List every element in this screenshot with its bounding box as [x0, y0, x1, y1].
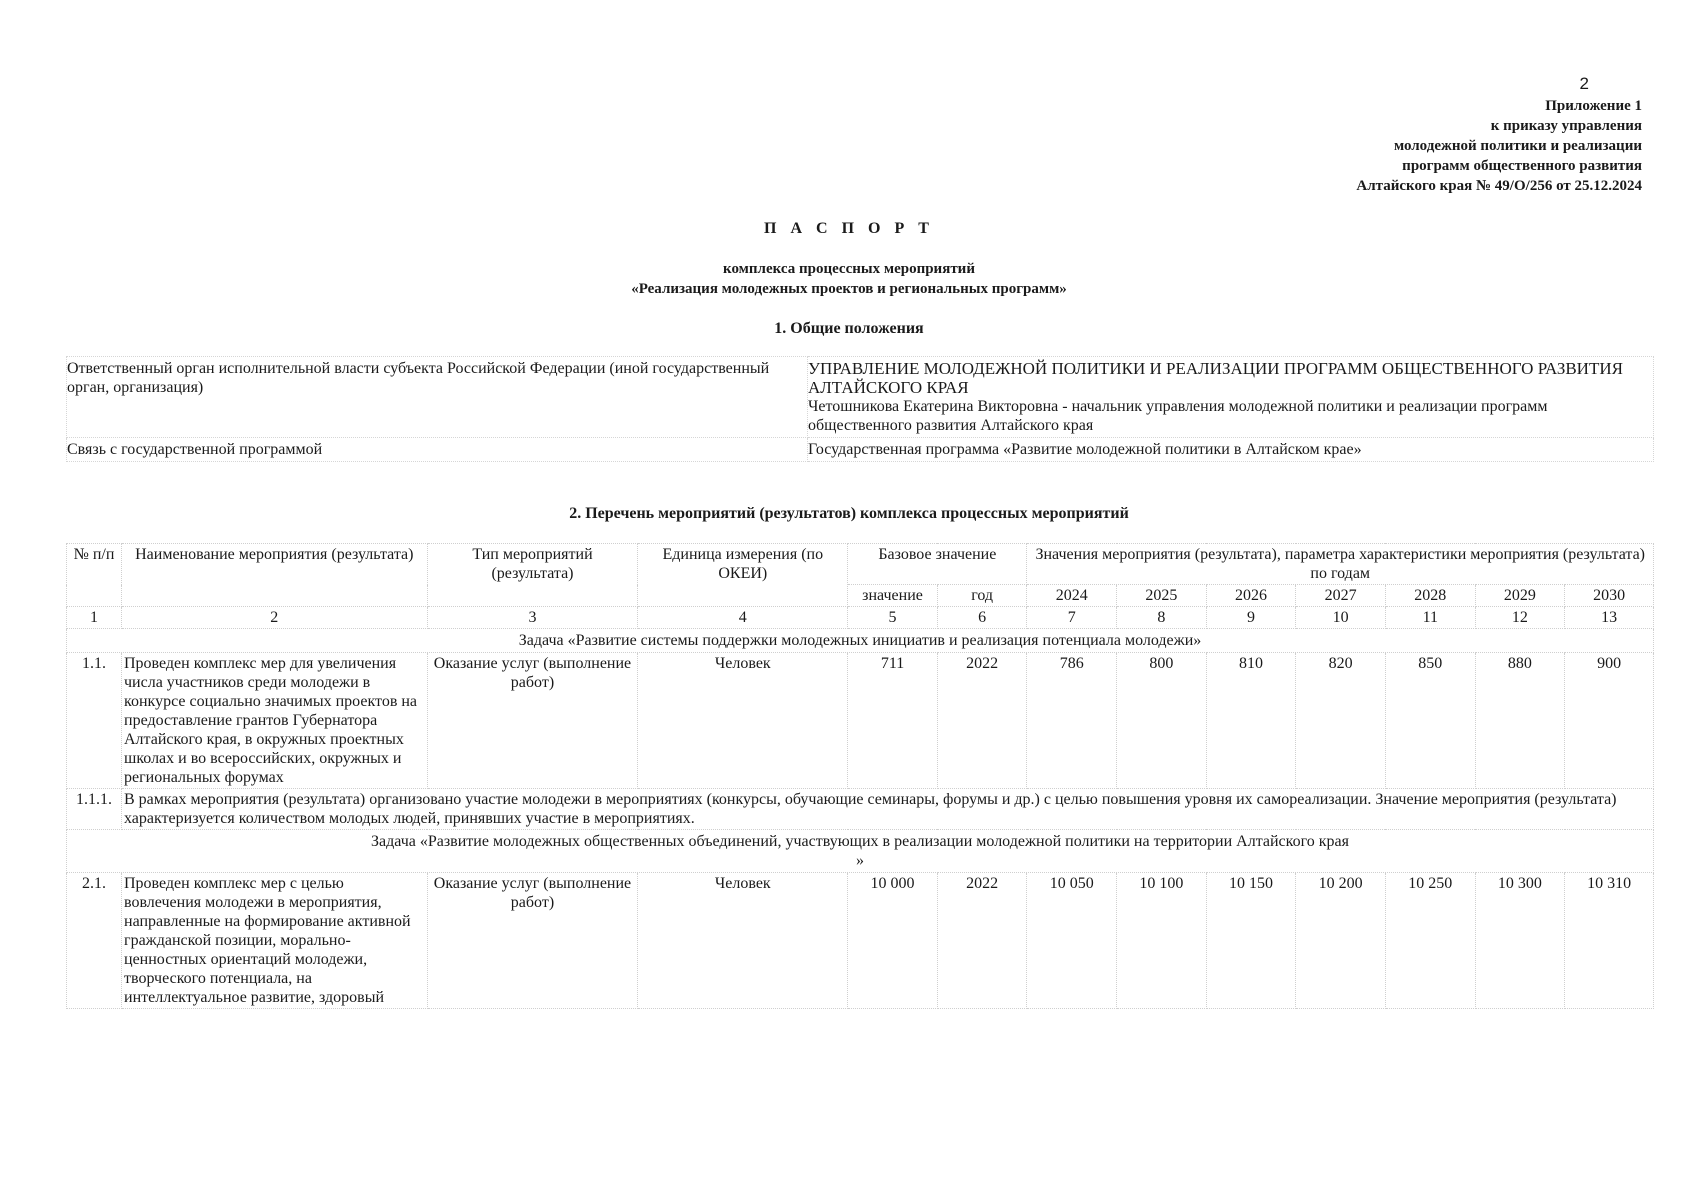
header-year: 2026	[1206, 585, 1296, 607]
responsible-person: Четошникова Екатерина Викторовна - начальник управления молодежной политики и реализации программ общественного развития Алтайского края	[808, 398, 1548, 434]
row-unit: Человек	[638, 873, 848, 1009]
responsible-body-label: Ответственный орган исполнительной власти субъекта Российской Федерации (иной государственный орган, организация)	[67, 357, 808, 438]
row-value: 10 150	[1206, 873, 1296, 1009]
row-value: 810	[1206, 653, 1296, 789]
table-row	[67, 789, 1654, 830]
row-value: 880	[1475, 653, 1565, 789]
col-number: 4	[638, 607, 848, 629]
document-title: П А С П О Р Т	[764, 220, 934, 237]
responsible-body-value	[808, 357, 1654, 438]
row-base-year: 2022	[937, 653, 1027, 789]
row-base-value: 711	[848, 653, 938, 789]
row-name: Проведен комплекс мер для увеличения числа участников среди молодежи в конкурсе социально значимых проектов на предоставление грантов Губернатора Алтайского края, в окружных проектных школах и во всероссийских, окружных и региональных форумах	[122, 653, 428, 789]
col-number: 5	[848, 607, 938, 629]
row-value: 820	[1296, 653, 1386, 789]
table-header-row	[67, 544, 1654, 585]
section-2-heading: 2. Перечень мероприятий (результатов) комплекса процессных мероприятий	[569, 505, 1129, 522]
table-row	[67, 357, 1654, 438]
row-value: 10 310	[1565, 873, 1654, 1009]
appendix-line-1: Приложение 1	[1545, 98, 1642, 114]
program-link-label: Связь с государственной программой	[67, 438, 808, 462]
appendix-line-2: к приказу управления	[1490, 118, 1642, 134]
task-2	[67, 830, 1654, 873]
row-value: 10 250	[1385, 873, 1475, 1009]
row-value: 10 300	[1475, 873, 1565, 1009]
row-value: 900	[1565, 653, 1654, 789]
row-value: 786	[1027, 653, 1117, 789]
row-value: 10 100	[1117, 873, 1207, 1009]
header-year: 2024	[1027, 585, 1117, 607]
document-subtitle	[0, 259, 1698, 299]
row-type: Оказание услуг (выполнение работ)	[427, 873, 638, 1009]
task-2-end: »	[856, 852, 864, 869]
row-num: 1.1.1.	[67, 789, 122, 830]
row-value: 800	[1117, 653, 1207, 789]
appendix-line-3: молодежной политики и реализации	[1393, 138, 1642, 154]
header-year: 2030	[1565, 585, 1654, 607]
appendix-line-4: программ общественного развития	[1402, 158, 1642, 174]
header-year: 2029	[1475, 585, 1565, 607]
col-number: 3	[427, 607, 638, 629]
row-num: 1.1.	[67, 653, 122, 789]
header-year: 2025	[1117, 585, 1207, 607]
appendix-line-5: Алтайского края № 49/О/256 от 25.12.2024	[1356, 178, 1642, 194]
col-number: 11	[1385, 607, 1475, 629]
row-type: Оказание услуг (выполнение работ)	[427, 653, 638, 789]
header-num: № п/п	[67, 544, 122, 607]
header-year: 2027	[1296, 585, 1386, 607]
row-base-year: 2022	[937, 873, 1027, 1009]
header-base: Базовое значение	[848, 544, 1027, 585]
header-base-year: год	[937, 585, 1027, 607]
appendix-block	[1356, 96, 1642, 196]
row-num: 2.1.	[67, 873, 122, 1009]
header-unit: Единица измерения (по ОКЕИ)	[638, 544, 848, 607]
header-type: Тип мероприятий (результата)	[427, 544, 638, 607]
responsible-body-name: УПРАВЛЕНИЕ МОЛОДЕЖНОЙ ПОЛИТИКИ И РЕАЛИЗАЦИИ ПРОГРАММ ОБЩЕСТВЕННОГО РАЗВИТИЯ АЛТАЙСКОГО КРАЯ	[808, 359, 1623, 397]
row-name: Проведен комплекс мер с целью вовлечения молодежи в мероприятия, направленные на формирование активной гражданской позиции, морально-ценностных ориентаций молодежи, творческого потенциала, на интеллектуальное развитие, здоровый	[122, 873, 428, 1009]
col-number: 12	[1475, 607, 1565, 629]
subtitle-line-2: «Реализация молодежных проектов и региональных программ»	[631, 281, 1067, 297]
table-row	[67, 438, 1654, 462]
row-value: 850	[1385, 653, 1475, 789]
col-number: 1	[67, 607, 122, 629]
task-row	[67, 629, 1654, 653]
col-number: 2	[122, 607, 428, 629]
row-value: 10 200	[1296, 873, 1386, 1009]
table-row	[67, 653, 1654, 789]
row-unit: Человек	[638, 653, 848, 789]
col-number: 13	[1565, 607, 1654, 629]
subtitle-line-1: комплекса процессных мероприятий	[723, 261, 975, 277]
section-1-heading: 1. Общие положения	[774, 320, 924, 337]
header-name: Наименование мероприятия (результата)	[122, 544, 428, 607]
task-1: Задача «Развитие системы поддержки молодежных инициатив и реализация потенциала молодежи»	[67, 629, 1654, 653]
activities-table	[66, 543, 1654, 1009]
page-number: 2	[1579, 74, 1589, 93]
header-base-value: значение	[848, 585, 938, 607]
col-number: 8	[1117, 607, 1207, 629]
table-row	[67, 873, 1654, 1009]
row-value: 10 050	[1027, 873, 1117, 1009]
program-link-value: Государственная программа «Развитие молодежной политики в Алтайском крае»	[808, 438, 1654, 462]
col-number: 10	[1296, 607, 1386, 629]
column-numbers-row	[67, 607, 1654, 629]
task-row	[67, 830, 1654, 873]
header-values: Значения мероприятия (результата), параметра характеристики мероприятия (результата) по годам	[1027, 544, 1654, 585]
header-year: 2028	[1385, 585, 1475, 607]
task-2-text: Задача «Развитие молодежных общественных объединений, участвующих в реализации молодежной политики на территории Алтайского края	[370, 833, 1350, 850]
row-base-value: 10 000	[848, 873, 938, 1009]
col-number: 9	[1206, 607, 1296, 629]
col-number: 6	[937, 607, 1027, 629]
col-number: 7	[1027, 607, 1117, 629]
general-provisions-table	[66, 356, 1654, 462]
row-description: В рамках мероприятия (результата) организовано участие молодежи в мероприятиях (конкурсы, обучающие семинары, форумы и др.) с целью повышения уровня их самореализации. Значение мероприятия (результата) характеризуется количеством молодых людей, принявших участие в мероприятиях.	[122, 789, 1654, 830]
